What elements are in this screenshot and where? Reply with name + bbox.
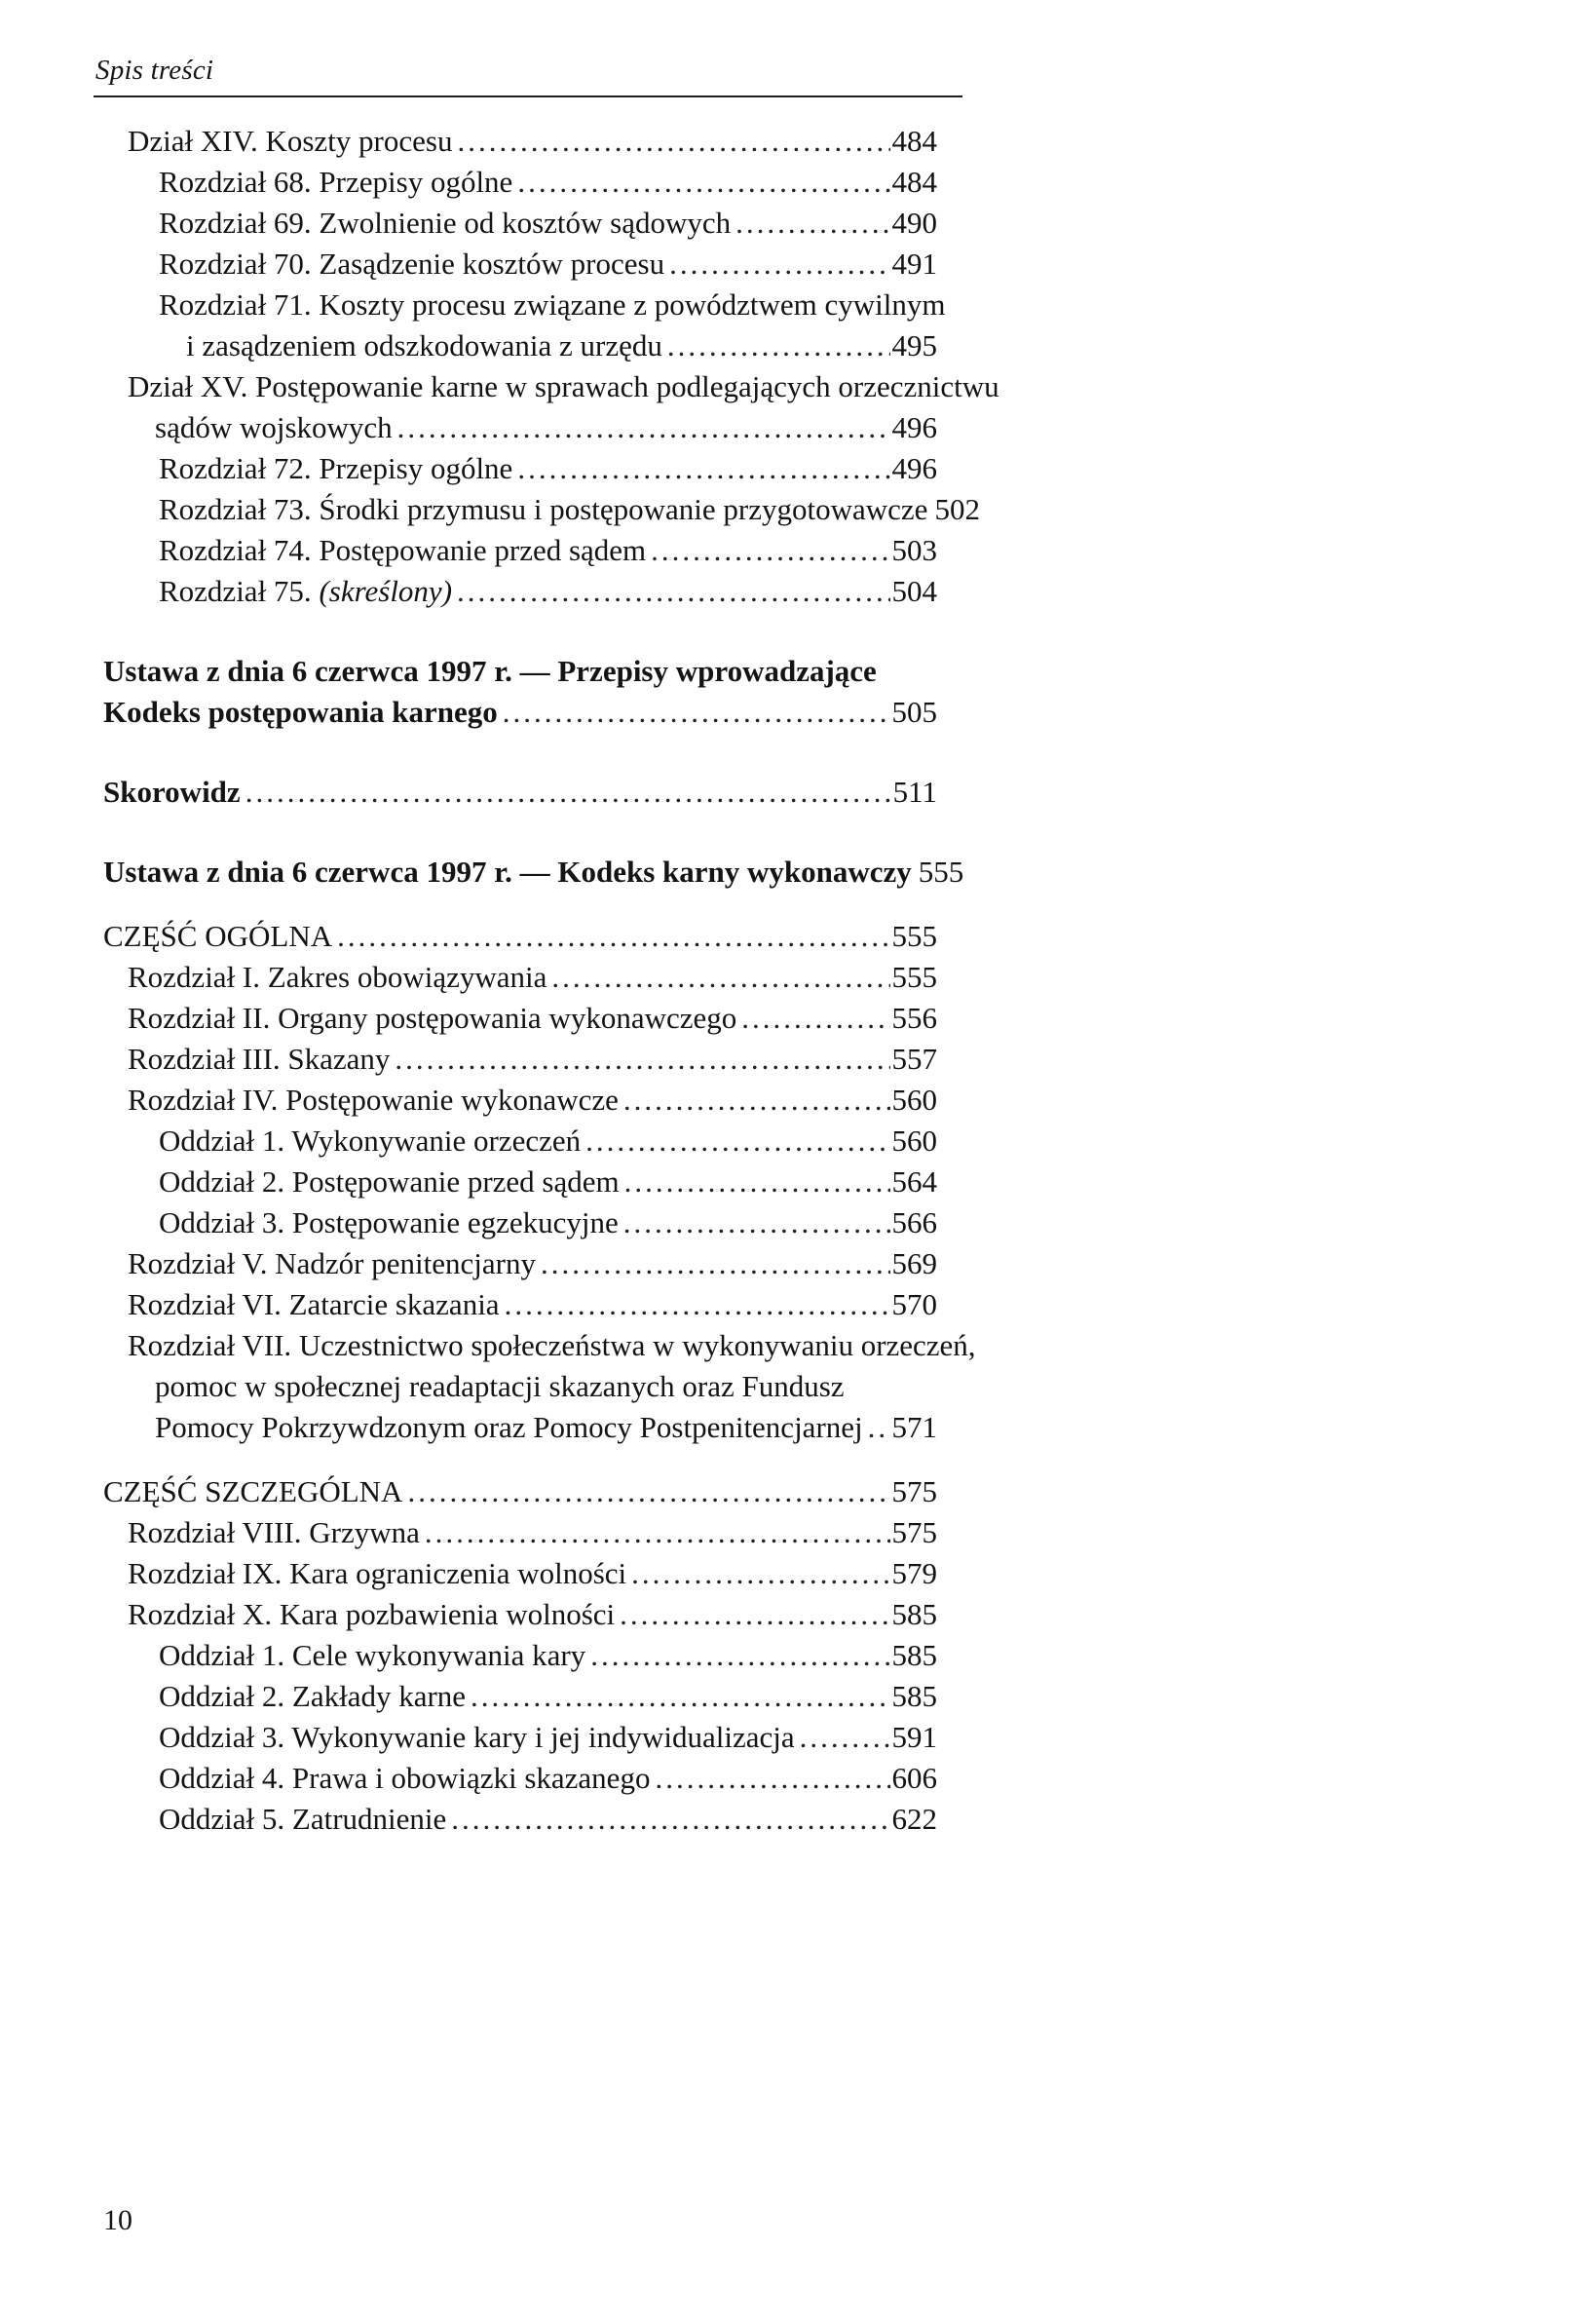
toc-entry-title: CZĘŚĆ OGÓLNA xyxy=(103,919,333,953)
toc-entry-line xyxy=(103,1471,937,1512)
toc-entry-line xyxy=(103,772,937,813)
toc-entry xyxy=(103,651,937,733)
toc-entry-title: Rozdział V. Nadzór penitencjarny xyxy=(128,1246,536,1280)
toc-entry xyxy=(103,1325,976,1448)
toc-entry xyxy=(103,1717,937,1758)
dot-leader xyxy=(624,1162,890,1202)
toc-page-number: 564 xyxy=(891,1164,937,1199)
toc-entry-line xyxy=(128,1407,937,1448)
toc-entry-line xyxy=(128,957,937,998)
toc-page-number: 570 xyxy=(891,1287,937,1321)
dot-leader xyxy=(517,448,889,489)
toc-entry xyxy=(103,1799,937,1840)
toc-entry-line xyxy=(159,1758,937,1799)
toc-entry-title: Dział XIV. Koszty procesu xyxy=(128,124,453,158)
toc-entry-line xyxy=(159,1676,937,1717)
toc-page-number: 504 xyxy=(891,574,937,608)
toc-page-number: 496 xyxy=(891,451,937,485)
toc-entry xyxy=(103,448,937,489)
toc-entry-title: Pomocy Pokrzywdzonym oraz Pomocy Postpenitencjarnej xyxy=(155,1410,863,1444)
toc-page-number: 579 xyxy=(891,1556,937,1590)
toc-entry xyxy=(103,1162,937,1202)
toc-page-number: 491 xyxy=(891,247,937,281)
toc-entry xyxy=(103,1121,937,1162)
toc-entry-title: Rozdział IX. Kara ograniczenia wolności xyxy=(128,1556,627,1590)
dot-leader xyxy=(800,1717,890,1758)
toc-entry-line xyxy=(159,1202,937,1243)
dot-leader xyxy=(517,162,889,203)
dot-leader xyxy=(337,916,889,957)
toc-entry xyxy=(103,1080,937,1121)
toc-page-number: 511 xyxy=(892,775,937,809)
toc-page-number: 555 xyxy=(891,919,937,953)
toc-entry xyxy=(103,203,937,244)
toc-entry-line xyxy=(159,244,937,285)
toc-entry-title: Oddział 1. Wykonywanie orzeczeń xyxy=(159,1124,582,1158)
toc-entry-line xyxy=(103,916,937,957)
toc-page-number: 560 xyxy=(891,1124,937,1158)
toc-entry-line xyxy=(128,1080,937,1121)
toc-entry-title: Rozdział 70. Zasądzenie kosztów procesu xyxy=(159,247,665,281)
toc-entry-line xyxy=(128,1284,937,1325)
toc-entry-title: Rozdział 75. xyxy=(159,574,320,608)
dot-leader xyxy=(471,1676,889,1717)
toc-entry xyxy=(103,1512,937,1553)
toc-page-number: 575 xyxy=(891,1474,937,1508)
toc-entry-line xyxy=(128,1553,937,1594)
header-title: Spis treści xyxy=(95,55,214,86)
dot-leader xyxy=(735,203,889,244)
toc-page xyxy=(0,0,999,1840)
toc-entry-title: Rozdział VI. Zatarcie skazania xyxy=(128,1287,500,1321)
toc-page-number: 566 xyxy=(891,1205,937,1239)
toc-entry xyxy=(103,852,964,893)
toc-page-number: 505 xyxy=(891,695,937,729)
toc-entry xyxy=(103,121,937,162)
header-rule xyxy=(94,95,962,97)
toc-entry-title: Oddział 3. Wykonywanie kary i jej indywidualizacja xyxy=(159,1720,795,1754)
toc-entry-title: Rozdział 73. Środki przymusu i postępowanie przygotowawcze xyxy=(159,492,928,526)
toc-entry-line xyxy=(103,692,937,733)
toc-entry-line xyxy=(159,325,937,366)
toc-entry-line xyxy=(103,651,937,692)
toc-entry-title: Rozdział 71. Koszty procesu związane z powództwem cywilnym xyxy=(159,287,946,322)
toc-entry-line xyxy=(128,1594,937,1635)
dot-leader xyxy=(505,1284,890,1325)
dot-leader xyxy=(741,998,889,1039)
toc-entry-title: Oddział 1. Cele wykonywania kary xyxy=(159,1638,586,1672)
toc-entry xyxy=(103,1039,937,1080)
toc-entry-line xyxy=(159,1799,937,1840)
dot-leader xyxy=(451,1799,889,1840)
dot-leader xyxy=(397,407,890,448)
toc-entry-line xyxy=(128,1366,937,1407)
toc-entry xyxy=(103,285,946,366)
toc-entry xyxy=(103,998,937,1039)
toc-page-number: 585 xyxy=(891,1597,937,1631)
toc-entry-line xyxy=(159,571,937,612)
dot-leader xyxy=(245,772,891,813)
toc-entry-title: Oddział 2. Zakłady karne xyxy=(159,1679,467,1713)
toc-page-number: 555 xyxy=(891,960,937,994)
toc-page-number: 484 xyxy=(891,124,937,158)
toc-page-number: 606 xyxy=(891,1761,937,1795)
toc-entry xyxy=(103,1243,937,1284)
toc-entry-line xyxy=(128,1325,976,1366)
dot-leader xyxy=(631,1553,889,1594)
toc-entry-title: Rozdział 74. Postępowanie przed sądem xyxy=(159,533,647,567)
toc-entry-line xyxy=(159,448,937,489)
toc-entry-line xyxy=(128,998,937,1039)
toc-entry-title: Rozdział III. Skazany xyxy=(128,1042,391,1076)
toc-page-number: 555 xyxy=(918,855,964,889)
toc-page-number: 496 xyxy=(891,410,937,444)
dot-leader xyxy=(651,530,889,571)
dot-leader xyxy=(585,1121,889,1162)
toc xyxy=(94,121,999,1840)
toc-entry-title: sądów wojskowych xyxy=(155,410,393,444)
toc-entry-title: Ustawa z dnia 6 czerwca 1997 r. — Kodeks karny wykonawczy xyxy=(103,855,912,889)
toc-entry xyxy=(103,366,999,448)
toc-entry xyxy=(103,1758,937,1799)
toc-entry xyxy=(103,1635,937,1676)
toc-entry-title: Rozdział 69. Zwolnienie od kosztów sądowych xyxy=(159,206,732,240)
toc-page-number: 585 xyxy=(891,1638,937,1672)
toc-entry-title: Rozdział VIII. Grzywna xyxy=(128,1515,420,1549)
toc-entry-title-italic: (skreślony) xyxy=(319,574,453,608)
toc-page-number: 571 xyxy=(891,1410,937,1444)
toc-entry-line xyxy=(159,203,937,244)
dot-leader xyxy=(407,1471,889,1512)
dot-leader xyxy=(623,1080,890,1121)
toc-entry xyxy=(103,916,937,957)
toc-entry xyxy=(103,1553,937,1594)
toc-entry-title: CZĘŚĆ SZCZEGÓLNA xyxy=(103,1474,403,1508)
toc-page-number: 490 xyxy=(891,206,937,240)
dot-leader xyxy=(590,1635,889,1676)
toc-entry xyxy=(103,1202,937,1243)
toc-entry-title: Kodeks postępowania karnego xyxy=(103,695,498,729)
toc-entry xyxy=(103,772,937,813)
toc-entry-line xyxy=(128,407,937,448)
toc-page-number: 585 xyxy=(891,1679,937,1713)
toc-entry-title: Oddział 5. Zatrudnienie xyxy=(159,1802,447,1836)
toc-entry-line xyxy=(159,162,937,203)
toc-entry-title: Dział XV. Postępowanie karne w sprawach podlegających orzecznictwu xyxy=(128,369,999,403)
toc-entry-line xyxy=(128,1243,937,1284)
toc-page-number: 495 xyxy=(891,328,937,362)
toc-entry-line xyxy=(128,1039,937,1080)
toc-entry xyxy=(103,530,937,571)
toc-entry-title: Rozdział IV. Postępowanie wykonawcze xyxy=(128,1083,619,1117)
toc-page-number: 575 xyxy=(891,1515,937,1549)
dot-leader xyxy=(503,692,890,733)
toc-entry-title: Oddział 4. Prawa i obowiązki skazanego xyxy=(159,1761,651,1795)
dot-leader xyxy=(541,1243,890,1284)
toc-page-number: 622 xyxy=(891,1802,937,1836)
dot-leader xyxy=(655,1758,889,1799)
dot-leader xyxy=(395,1039,889,1080)
toc-entry-title: Rozdział 68. Przepisy ogólne xyxy=(159,165,513,199)
toc-page-number: 556 xyxy=(891,1001,937,1035)
toc-entry-line xyxy=(128,1512,937,1553)
toc-entry-title: Oddział 3. Postępowanie egzekucyjne xyxy=(159,1205,619,1239)
toc-page-number: 591 xyxy=(891,1720,937,1754)
toc-entry xyxy=(103,571,937,612)
dot-leader xyxy=(457,121,889,162)
toc-entry-line xyxy=(159,1635,937,1676)
toc-entry xyxy=(103,489,980,530)
toc-page-number: 569 xyxy=(891,1246,937,1280)
toc-entry-title: Oddział 2. Postępowanie przed sądem xyxy=(159,1164,620,1199)
toc-page-number: 503 xyxy=(891,533,937,567)
dot-leader xyxy=(425,1512,890,1553)
toc-entry-line xyxy=(159,489,980,530)
toc-entry-title: i zasądzeniem odszkodowania z urzędu xyxy=(186,328,662,362)
toc-entry xyxy=(103,162,937,203)
toc-entry xyxy=(103,244,937,285)
toc-entry xyxy=(103,1471,937,1512)
toc-entry xyxy=(103,1676,937,1717)
toc-entry-line xyxy=(159,285,946,325)
toc-entry-line xyxy=(128,366,999,407)
toc-entry-line xyxy=(159,1717,937,1758)
dot-leader xyxy=(551,957,889,998)
page-number: 10 xyxy=(103,2204,132,2236)
dot-leader xyxy=(669,244,889,285)
dot-leader xyxy=(868,1407,890,1448)
toc-entry-line xyxy=(159,1121,937,1162)
toc-entry-line xyxy=(159,1162,937,1202)
toc-entry xyxy=(103,1594,937,1635)
toc-entry-title: Rozdział X. Kara pozbawienia wolności xyxy=(128,1597,616,1631)
toc-page-number: 557 xyxy=(891,1042,937,1076)
toc-page-number: 560 xyxy=(891,1083,937,1117)
dot-leader xyxy=(620,1594,889,1635)
toc-entry xyxy=(103,957,937,998)
dot-leader xyxy=(457,571,889,612)
toc-entry-title: Rozdział II. Organy postępowania wykonawczego xyxy=(128,1001,737,1035)
toc-page-number: 502 xyxy=(934,492,980,526)
toc-entry xyxy=(103,1284,937,1325)
toc-entry-title: Ustawa z dnia 6 czerwca 1997 r. — Przepisy wprowadzające xyxy=(103,654,877,688)
toc-entry-line xyxy=(159,530,937,571)
toc-page-number: 484 xyxy=(891,165,937,199)
toc-entry-title: Rozdział I. Zakres obowiązywania xyxy=(128,960,547,994)
toc-entry-title: Rozdział 72. Przepisy ogólne xyxy=(159,451,513,485)
toc-entry-line xyxy=(103,852,964,893)
toc-entry-line xyxy=(128,121,937,162)
page-header xyxy=(94,55,984,97)
toc-entry-title: Skorowidz xyxy=(103,775,241,809)
dot-leader xyxy=(667,325,890,366)
dot-leader xyxy=(623,1202,890,1243)
toc-entry-title: pomoc w społecznej readaptacji skazanych oraz Fundusz xyxy=(155,1369,845,1403)
toc-entry-title: Rozdział VII. Uczestnictwo społeczeństwa w wykonywaniu orzeczeń, xyxy=(128,1328,976,1362)
